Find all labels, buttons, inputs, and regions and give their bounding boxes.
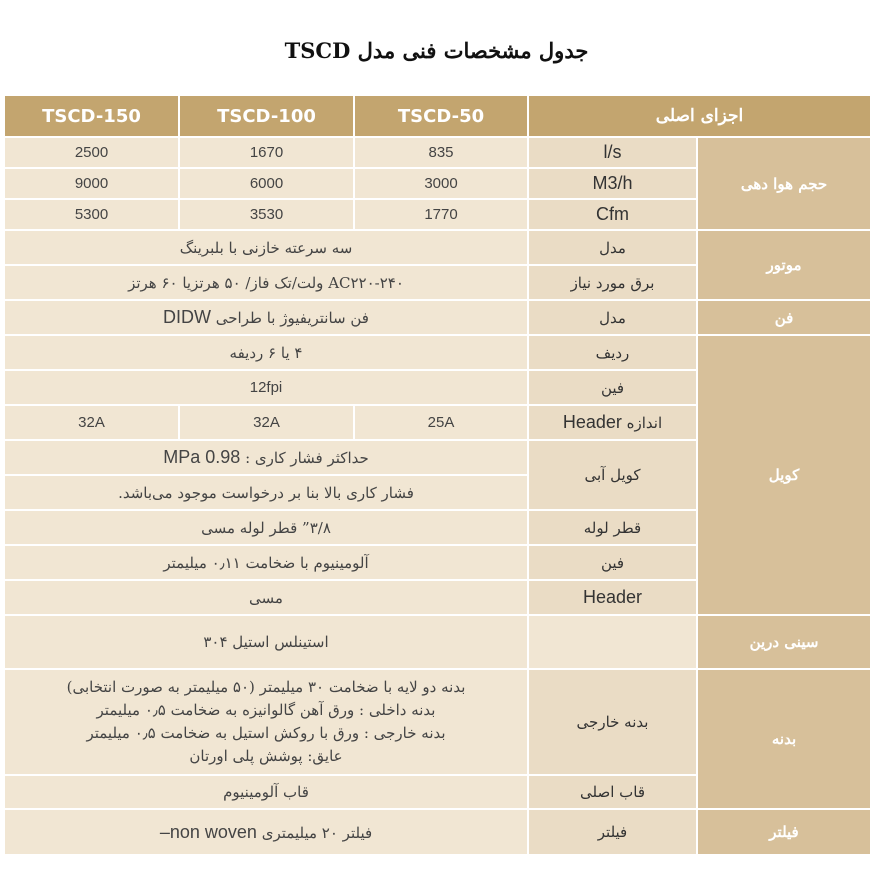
category-motor: موتور — [697, 230, 871, 300]
model-header-tscd-150: TSCD-150 — [4, 95, 179, 137]
header-size-tscd-50: 25A — [354, 405, 528, 440]
coil-pressure-value — [4, 440, 528, 475]
fan-model-value — [4, 300, 528, 335]
fan-model-code: DIDW — [163, 307, 211, 327]
coil-row-value: ۴ یا ۶ ردیفه — [4, 335, 528, 370]
model-header-tscd-50: TSCD-50 — [354, 95, 528, 137]
coil-row-label: ردیف — [528, 335, 697, 370]
table-row — [4, 809, 871, 855]
motor-power-label: برق مورد نیاز — [528, 265, 697, 300]
body-outer-line-2: بدنه داخلی : ورق آهن گالوانیزه به ضخامت ۰٫۵ میلیمتر — [96, 701, 436, 719]
motor-model-label: مدل — [528, 230, 697, 265]
category-airflow: حجم هوا دهی — [697, 137, 871, 230]
coil-fin2-label: فین — [528, 545, 697, 580]
header-size-label-fa: اندازه — [626, 414, 663, 432]
coil-pressure-mpa: 0.98 MPa — [163, 447, 241, 467]
coil-tube-value: ۳/۸” قطر لوله مسی — [4, 510, 528, 545]
page-title: جدول مشخصات فنی مدل TSCD — [284, 38, 589, 63]
water-coil-label: کویل آبی — [528, 440, 697, 510]
table-row — [4, 615, 871, 669]
header-size-label — [528, 405, 697, 440]
coil-header-label: Header — [528, 580, 697, 615]
body-outer-line-1: بدنه دو لایه با ضخامت ۳۰ میلیمتر (۵۰ میلیمتر به صورت انتخابی) — [66, 678, 466, 696]
airflow-ls-tscd-150: 2500 — [4, 137, 179, 168]
category-fan: فن — [697, 300, 871, 335]
coil-tube-label: قطر لوله — [528, 510, 697, 545]
airflow-ls-tscd-100: 1670 — [179, 137, 354, 168]
main-parts-header: اجزای اصلی — [528, 95, 871, 137]
airflow-unit-cfm: Cfm — [528, 199, 697, 230]
coil-pressure-prefix: حداکثر فشار کاری : — [245, 449, 369, 467]
filter-label: فیلتر — [528, 809, 697, 855]
body-outer-line-4: عایق: پوشش پلی اورتان — [189, 747, 343, 765]
fan-model-label: مدل — [528, 300, 697, 335]
table-row — [4, 137, 871, 168]
filter-value-en: non woven– — [159, 821, 257, 842]
airflow-cfm-tscd-150: 5300 — [4, 199, 179, 230]
coil-fin2-value: آلومینیوم با ضخامت ۰٫۱۱ میلیمتر — [4, 545, 528, 580]
airflow-m3h-tscd-50: 3000 — [354, 168, 528, 199]
coil-header-value: مسی — [4, 580, 528, 615]
body-outer-label: بدنه خارجی — [528, 669, 697, 775]
body-outer-line-3: بدنه خارجی : ورق با روکش استیل به ضخامت ۰٫۵ میلیمتر — [86, 724, 446, 742]
drain-value: استینلس استیل ۳۰۴ — [4, 615, 528, 669]
category-coil: کویل — [697, 335, 871, 615]
airflow-ls-tscd-50: 835 — [354, 137, 528, 168]
airflow-m3h-tscd-100: 6000 — [179, 168, 354, 199]
header-size-label-en: Header — [562, 412, 622, 432]
fan-model-prefix: فن سانتریفیوژ با طراحی — [215, 309, 369, 327]
drain-label-empty — [528, 615, 697, 669]
filter-value — [4, 809, 528, 855]
motor-model-value: سه سرعته خازنی با بلبرینگ — [4, 230, 528, 265]
header-row — [4, 95, 871, 137]
category-filter: فیلتر — [697, 809, 871, 855]
coil-pressure-note: فشار کاری بالا بنا بر درخواست موجود می‌باشد. — [4, 475, 528, 510]
coil-fin-value: 12fpi — [4, 370, 528, 405]
coil-fin-label: فین — [528, 370, 697, 405]
airflow-unit-m3h: M3/h — [528, 168, 697, 199]
table-row — [4, 669, 871, 775]
table-row — [4, 335, 871, 370]
header-size-tscd-100: 32A — [179, 405, 354, 440]
motor-power-value: ۲۴۰-AC۲۲۰ ولت/تک فاز/ ۵۰ هرتزیا ۶۰ هرتز — [4, 265, 528, 300]
table-row — [4, 230, 871, 265]
airflow-unit-ls: l/s — [528, 137, 697, 168]
table-row — [4, 300, 871, 335]
spec-table — [3, 94, 872, 856]
model-header-tscd-100: TSCD-100 — [179, 95, 354, 137]
body-outer-value — [4, 669, 528, 775]
header-size-tscd-150: 32A — [4, 405, 179, 440]
airflow-m3h-tscd-150: 9000 — [4, 168, 179, 199]
filter-value-fa: فیلتر ۲۰ میلیمتری — [261, 823, 373, 842]
airflow-cfm-tscd-50: 1770 — [354, 199, 528, 230]
body-frame-value: قاب آلومینیوم — [4, 775, 528, 809]
body-frame-label: قاب اصلی — [528, 775, 697, 809]
category-drain-pan: سینی درین — [697, 615, 871, 669]
airflow-cfm-tscd-100: 3530 — [179, 199, 354, 230]
category-body: بدنه — [697, 669, 871, 809]
